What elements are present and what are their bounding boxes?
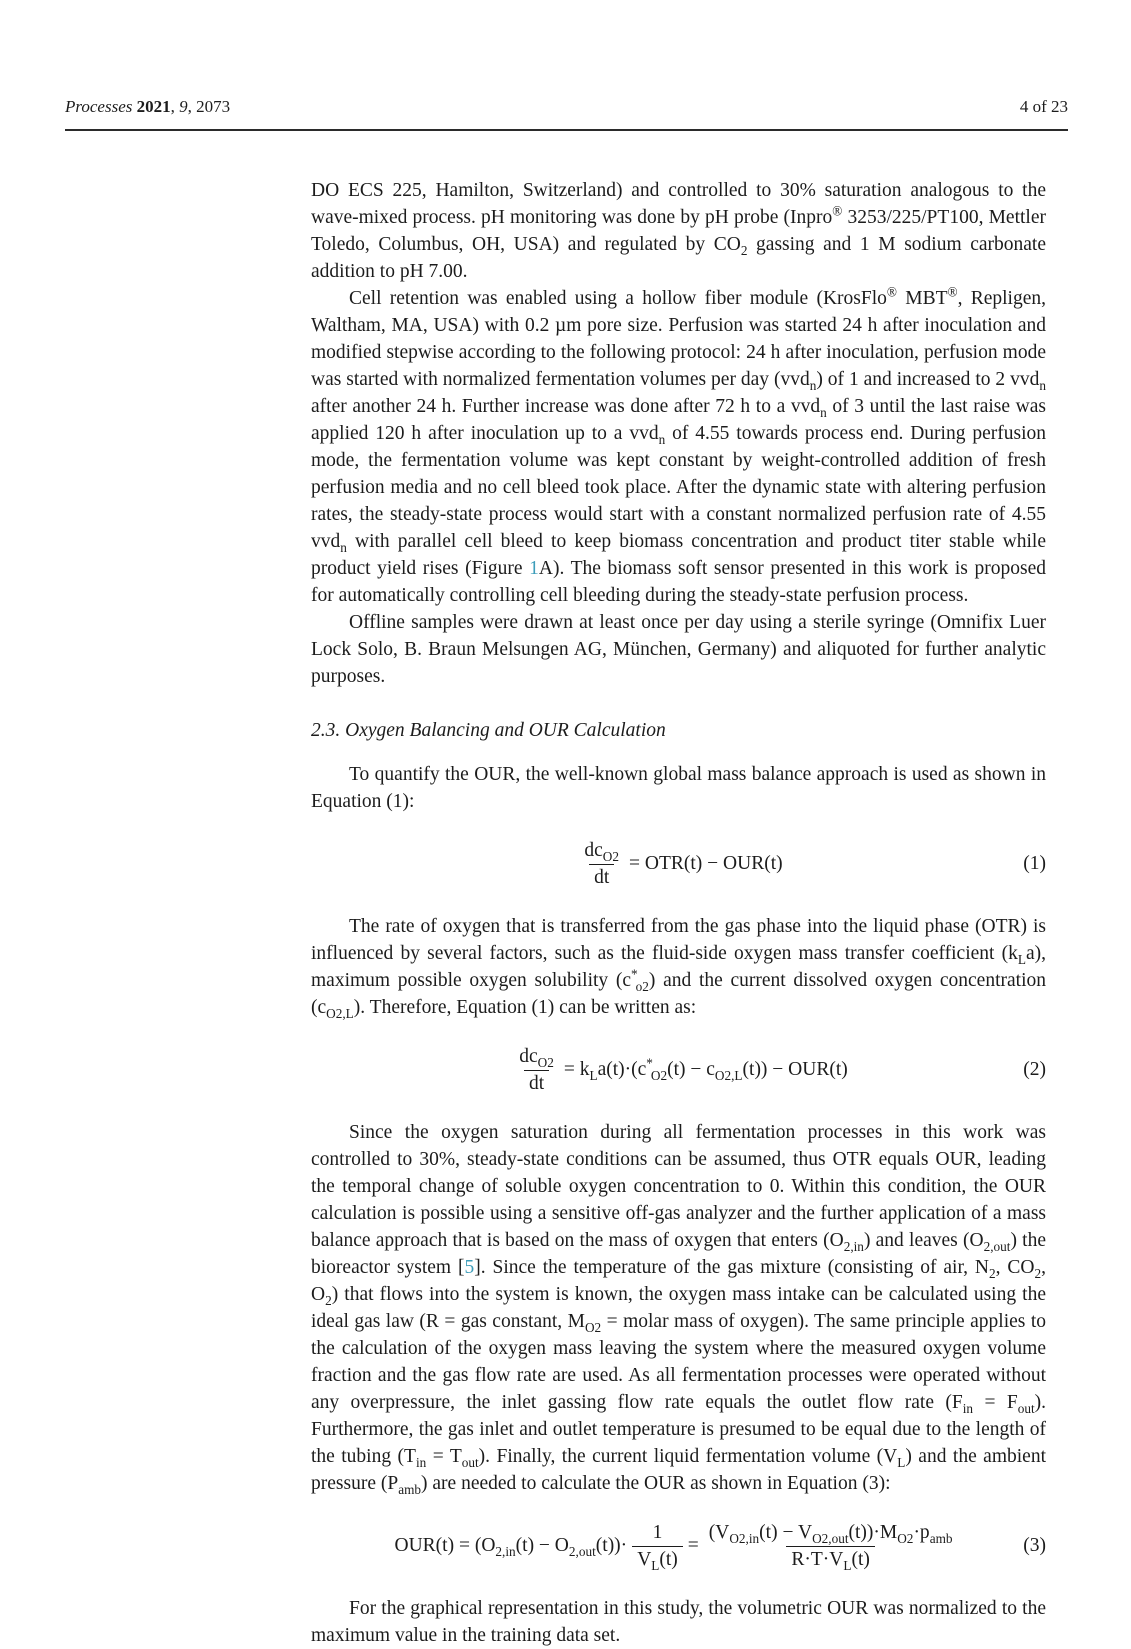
text-segment: ® — [886, 284, 897, 300]
text-segment: Cell retention was enabled using a hollow fiber module (KrosFlo — [349, 288, 887, 309]
fraction-denominator — [632, 1546, 683, 1571]
text-segment: O2,out — [812, 1530, 849, 1546]
text-segment: V — [637, 1548, 652, 1570]
paragraph-steady-state — [311, 1119, 1046, 1497]
page-header — [65, 97, 1068, 117]
text-segment: dt — [594, 866, 610, 888]
text-segment: L — [897, 1454, 906, 1470]
page-number: 4 of 23 — [1019, 97, 1068, 116]
text-segment: ) and the ambient pressure (P — [311, 1446, 1046, 1494]
text-segment: ® — [832, 203, 843, 219]
text-segment: ). Finally, the current liquid fermentation volume (V — [478, 1446, 898, 1467]
fraction — [704, 1522, 958, 1571]
equation-rhs — [629, 853, 783, 875]
text-segment: A). The biomass soft sensor presented in this work is proposed for automatically controlling cell bleeding during the steady-state perfusion process. — [311, 558, 1046, 606]
text-segment: 2021 — [136, 97, 171, 116]
text-segment: dt — [528, 1072, 545, 1094]
text-segment: Offline samples were drawn at least once per day using a sterile syringe (Omnifix Luer Lock Solo, B. Braun Melsungen AG, München, Germany) and aliquoted for further analytic purposes. — [311, 612, 1046, 687]
text-segment: ) and leaves (O — [863, 1230, 984, 1251]
header-divider — [65, 129, 1068, 131]
text-segment: * — [646, 1055, 653, 1071]
text-segment: 2 — [1034, 1265, 1042, 1281]
text-segment: To quantify the OUR, the well-known global mass balance approach is used as shown in Equation (1): — [311, 764, 1046, 812]
text-segment: out — [461, 1454, 479, 1470]
text-segment: ) and the current dissolved oxygen concentration (c — [311, 970, 1046, 1018]
text-segment: 2 — [325, 1292, 332, 1308]
text-segment: dc — [519, 1045, 538, 1067]
equation-2 — [311, 1041, 1046, 1099]
text-segment: L — [651, 1557, 660, 1573]
equation-rhs — [563, 1055, 848, 1083]
text-segment: O2 — [650, 1067, 668, 1083]
fraction-denominator — [786, 1546, 875, 1571]
text-segment: MBT — [896, 288, 948, 309]
text-segment: a), maximum possible oxygen solubility (c — [311, 943, 1046, 991]
citation-link[interactable]: 5 — [464, 1257, 475, 1278]
text-segment: ]. Since the temperature of the gas mixture (consisting of air, N — [474, 1257, 990, 1278]
text-segment: ) the bioreactor system [ — [311, 1230, 1046, 1278]
text-segment: (t)) − OUR(t) — [742, 1059, 848, 1080]
text-segment: n — [809, 377, 817, 393]
text-segment: in — [415, 1454, 427, 1470]
text-segment: n — [1039, 377, 1046, 393]
text-segment: 2,in — [843, 1238, 864, 1254]
text-segment: = T — [426, 1446, 462, 1467]
text-segment: n — [340, 539, 347, 555]
text-segment: n — [820, 404, 827, 420]
fraction — [579, 840, 624, 889]
fraction — [632, 1522, 683, 1571]
paragraph-quantify-our — [311, 761, 1046, 815]
text-segment: O2 — [602, 848, 619, 864]
equation-number: (1) — [1023, 853, 1046, 874]
text-segment: O2 — [897, 1530, 914, 1546]
fraction-denominator — [524, 1070, 549, 1095]
text-segment: (t) — [851, 1548, 870, 1570]
text-segment: DO ECS 225, Hamilton, Switzerland) and controlled to 30% saturation analogous to the wave-mixed process. pH monitoring was done by pH probe (Inpro — [311, 180, 1046, 228]
text-segment: = k — [563, 1059, 590, 1080]
text-segment: dc — [584, 839, 603, 861]
text-segment: L — [589, 1067, 598, 1083]
text-segment: , CO — [995, 1257, 1035, 1278]
equation-3 — [311, 1517, 1046, 1575]
text-segment: , — [170, 97, 180, 116]
text-segment: L — [843, 1557, 852, 1573]
text-segment: a(t)·(c — [597, 1059, 647, 1080]
text-segment: Since the oxygen saturation during all fermentation processes in this work was controlled to 30%, steady-state conditions can be assumed, thus OTR equals OUR, leading the temporal change of soluble oxygen concentration to 0. Within this condition, the OUR calculation is possible using a sensitive off-gas analyzer and the further application of a mass balance approach that is based on the mass of oxygen that enters (O — [311, 1122, 1046, 1251]
text-segment: amb — [398, 1481, 422, 1497]
text-segment: = molar mass of oxygen). The same principle applies to the calculation of the oxygen mass leaving the system where the measured oxygen volume fraction and the gas flow rate are used. As all fermentation processes were operated without any overpressure, the inlet gassing flow rate equals the outlet flow rate (F — [311, 1311, 1046, 1413]
text-segment: ) are needed to calculate the OUR as shown in Equation (3): — [421, 1473, 891, 1494]
text-segment: O2 — [584, 1319, 602, 1335]
text-segment: O2,in — [729, 1530, 760, 1546]
equation-3-content — [395, 1522, 963, 1571]
text-segment: O2 — [537, 1054, 554, 1070]
text-segment: ·p — [913, 1521, 930, 1543]
text-segment: (t) − V — [759, 1521, 813, 1543]
section-heading-oxygen-balancing: 2.3. Oxygen Balancing and OUR Calculation — [311, 720, 666, 741]
text-segment: (t) − O — [515, 1535, 569, 1556]
text-segment: after another 24 h. Further increase was done after 72 h to a vvd — [311, 396, 821, 417]
fraction-numerator — [704, 1522, 958, 1546]
text-segment: (t))·M — [848, 1521, 898, 1543]
text-segment: ) of 1 and increased to 2 vvd — [816, 369, 1040, 390]
text-segment: 3253/225/PT100, Mettler Toledo, Columbus, OH, USA) and regulated by CO — [311, 207, 1046, 255]
text-segment: = OTR(t) − OUR(t) — [629, 853, 783, 874]
paragraph-do-control — [311, 177, 1046, 285]
text-segment: n — [658, 431, 666, 447]
text-segment: of 4.55 towards process end. During perfusion mode, the fermentation volume was kept constant by weight-controlled addition of fresh perfusion media and no cell bleed took place. After the dynamic state with altering perfusion rates, the steady-state process would start with a constant normalized perfusion rate of 4.55 vvd — [311, 423, 1046, 552]
citation-link[interactable]: 1 — [529, 558, 539, 579]
text-segment: , O — [311, 1257, 1047, 1305]
text-segment: 2,out — [568, 1543, 596, 1559]
equation-equals — [688, 1535, 699, 1557]
equation-lhs — [395, 1535, 628, 1557]
text-segment: in — [962, 1400, 974, 1416]
text-segment: out — [1017, 1400, 1035, 1416]
text-segment: 2,out — [983, 1238, 1011, 1254]
text-segment: 9 — [179, 97, 188, 116]
text-segment: Processes — [65, 97, 133, 116]
text-segment: O2,L — [326, 1005, 354, 1021]
text-segment: = F — [973, 1392, 1018, 1413]
fraction-numerator — [648, 1522, 668, 1546]
text-segment: , Repligen, Waltham, MA, USA) with 0.2 µm pore size. Perfusion was started 24 h after inoculation and modified stepwise according to the following protocol: 24 h after inoculation, perfusion mode was started with normalized fermentation volumes per day (vvd — [311, 288, 1046, 390]
equation-number: (2) — [1023, 1059, 1046, 1080]
text-segment: 2,in — [495, 1543, 516, 1559]
text-segment: ). Therefore, Equation (1) can be written as: — [353, 997, 697, 1018]
text-segment: 2 — [989, 1265, 996, 1281]
text-segment: = — [687, 1535, 699, 1556]
equation-number: (3) — [1023, 1535, 1046, 1556]
paragraph-offline-samples — [311, 609, 1046, 690]
text-segment: , 2073 — [187, 97, 231, 116]
text-segment: ® — [947, 284, 958, 300]
text-segment: 2 — [740, 242, 748, 258]
text-segment: (t) — [659, 1548, 678, 1570]
paragraph-cell-retention — [311, 285, 1046, 609]
paragraph-otr-factors — [311, 913, 1046, 1021]
equation-1 — [311, 835, 1046, 893]
paragraph-normalization — [311, 1595, 1046, 1649]
text-segment: (t) − c — [667, 1059, 715, 1080]
equation-2-content — [509, 1046, 848, 1095]
fraction-numerator — [514, 1046, 559, 1070]
text-segment: o2 — [635, 978, 649, 994]
article-body — [311, 177, 1046, 1649]
text-segment: * — [631, 966, 638, 982]
fraction-denominator — [589, 864, 614, 889]
journal-reference — [65, 97, 230, 117]
fraction — [514, 1046, 559, 1095]
text-segment: with parallel cell bleed to keep biomass concentration and product titer stable while product yield rises (Figure — [311, 531, 1046, 579]
text-segment: The rate of oxygen that is transferred from the gas phase into the liquid phase (OTR) is influenced by several factors, such as the fluid-side oxygen mass transfer coefficient (k — [311, 916, 1046, 964]
text-segment: R·T·V — [791, 1548, 844, 1570]
text-segment: ). Furthermore, the gas inlet and outlet temperature is presumed to be equal due to the length of the tubing (T — [311, 1392, 1046, 1467]
text-segment: O2,L — [714, 1067, 743, 1083]
equation-1-content — [574, 840, 782, 889]
text-segment: For the graphical representation in this study, the volumetric OUR was normalized to the maximum value in the training data set. — [311, 1598, 1046, 1646]
text-segment: ) that flows into the system is known, the oxygen mass intake can be calculated using the ideal gas law (R = gas constant, M — [311, 1284, 1046, 1332]
text-segment: L — [1017, 951, 1026, 967]
text-segment: (t))· — [595, 1535, 628, 1556]
text-segment: of 3 until the last raise was applied 120 h after inoculation up to a vvd — [311, 396, 1046, 444]
text-segment: OUR(t) = (O — [394, 1535, 496, 1556]
text-segment: 1 — [652, 1521, 663, 1543]
fraction-numerator — [579, 840, 624, 864]
text-segment: gassing and 1 M sodium carbonate addition to pH 7.00. — [311, 234, 1046, 282]
text-segment: (V — [708, 1521, 730, 1543]
text-segment: amb — [929, 1530, 953, 1546]
